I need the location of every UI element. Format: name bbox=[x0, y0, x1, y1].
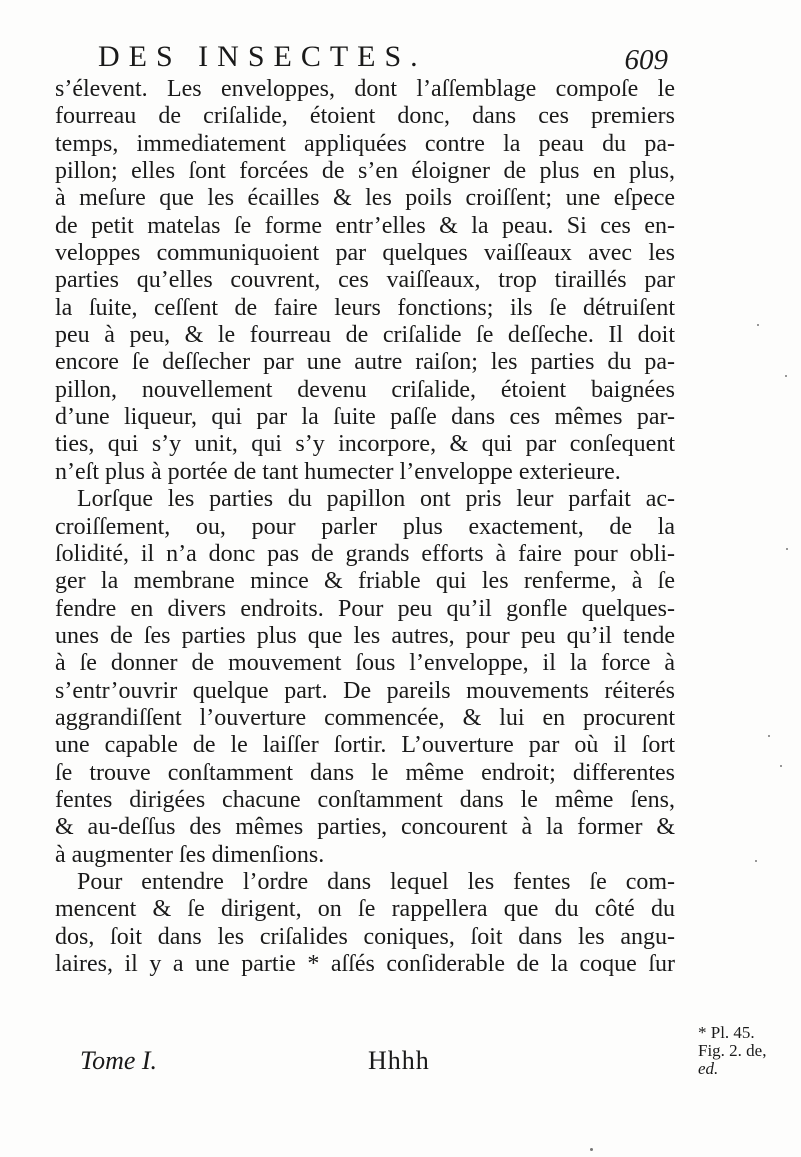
text-line: d’une liqueur, qui par la ſuite paſſe dans ces mêmes par- bbox=[55, 404, 675, 431]
text-line: ſolidité, il n’a donc pas de grands efforts à faire pour obli- bbox=[55, 540, 675, 567]
text-line: aggrandiſſent l’ouverture commencée, & lui en procurent bbox=[55, 704, 675, 731]
paragraph-start-line: Pour entendre l’ordre dans lequel les fentes ſe com- bbox=[77, 868, 675, 895]
margin-note-figure: Fig. 2. de, bbox=[698, 1041, 767, 1060]
text-line: de petit matelas ſe forme entr’elles & la peau. Si ces en- bbox=[55, 212, 675, 239]
body-text bbox=[55, 76, 675, 978]
margin-note-edition: ed. bbox=[698, 1059, 719, 1078]
ink-speck bbox=[768, 735, 770, 737]
text-line: veloppes communiquoient par quelques vaiſſeaux avec les bbox=[55, 240, 675, 267]
text-line: laires, il y a une partie * aſſés conſiderable de la coque ſur bbox=[55, 951, 675, 977]
ink-speck bbox=[780, 765, 782, 767]
text-line: s’élevent. Les enveloppes, dont l’aſſemblage compoſe le bbox=[55, 76, 675, 102]
text-line: ger la membrane mince & friable qui les renferme, à ſe bbox=[55, 568, 675, 595]
text-line: à ſe donner de mouvement ſous l’enveloppe, il la force à bbox=[55, 650, 675, 677]
text-line: s’entr’ouvrir quelque part. De pareils mouvements réiterés bbox=[55, 677, 675, 704]
text-line: dos, ſoit dans les criſalides coniques, ſoit dans les angu- bbox=[55, 923, 675, 950]
margin-note bbox=[698, 1024, 798, 1078]
text-line: n’eſt plus à portée de tant humecter l’enveloppe exterieure. bbox=[55, 458, 621, 485]
ink-speck bbox=[755, 860, 757, 862]
paragraph-start-line: Lorſque les parties du papillon ont pris leur parfait ac- bbox=[77, 486, 675, 513]
text-line: la ſuite, ceſſent de faire leurs fonctions; ils ſe détruiſent bbox=[55, 294, 675, 321]
text-line: unes de ſes parties plus que les autres, pour peu qu’il tende bbox=[55, 622, 675, 649]
running-title: DES INSECTES. bbox=[98, 40, 427, 73]
text-line: & au-deſſus des mêmes parties, concourent à la former & bbox=[55, 814, 675, 841]
ink-speck bbox=[786, 548, 788, 550]
ink-speck bbox=[590, 1148, 593, 1151]
text-line: croiſſement, ou, pour parler plus exactement, de la bbox=[55, 513, 675, 540]
text-line: une capable de le laiſſer ſortir. L’ouverture par où il ſort bbox=[55, 732, 675, 759]
text-line: pillon; elles ſont forcées de s’en éloigner de plus en plus, bbox=[55, 158, 675, 185]
page-footer bbox=[80, 1046, 660, 1076]
text-line: mencent & ſe dirigent, on ſe rappellera que du côté du bbox=[55, 896, 675, 923]
text-line: ties, qui s’y unit, qui s’y incorpore, & qui par conſequent bbox=[55, 431, 675, 458]
text-line: encore ſe deſſecher par une autre raiſon; les parties du pa- bbox=[55, 349, 675, 376]
text-line: fentes dirigées chacune conſtamment dans le même ſens, bbox=[55, 786, 675, 813]
text-line: temps, immediatement appliquées contre la peau du pa- bbox=[55, 130, 675, 157]
text-line: pillon, nouvellement devenu criſalide, étoient baignées bbox=[55, 376, 675, 403]
text-line: à augmenter ſes dimenſions. bbox=[55, 841, 325, 868]
volume-label: Tome I. bbox=[80, 1046, 158, 1075]
text-line: parties qu’elles couvrent, ces vaiſſeaux, trop tiraillés par bbox=[55, 267, 675, 294]
page-number: 609 bbox=[624, 44, 668, 76]
ink-speck bbox=[757, 324, 759, 326]
signature-mark: Hhhh bbox=[368, 1046, 430, 1075]
margin-note-plate: * Pl. 45. bbox=[698, 1023, 755, 1042]
text-line: peu à peu, & le fourreau de criſalide ſe deſſeche. Il doit bbox=[55, 322, 675, 349]
ink-speck bbox=[785, 375, 787, 377]
text-line: fourreau de criſalide, étoient donc, dans ces premiers bbox=[55, 103, 675, 130]
text-line: ſe trouve conſtamment dans le même endroit; differentes bbox=[55, 759, 675, 786]
text-line: fendre en divers endroits. Pour peu qu’il gonfle quelques- bbox=[55, 595, 675, 622]
page-header bbox=[88, 40, 668, 80]
text-line: à meſure que les écailles & les poils croiſſent; une eſpece bbox=[55, 185, 675, 212]
